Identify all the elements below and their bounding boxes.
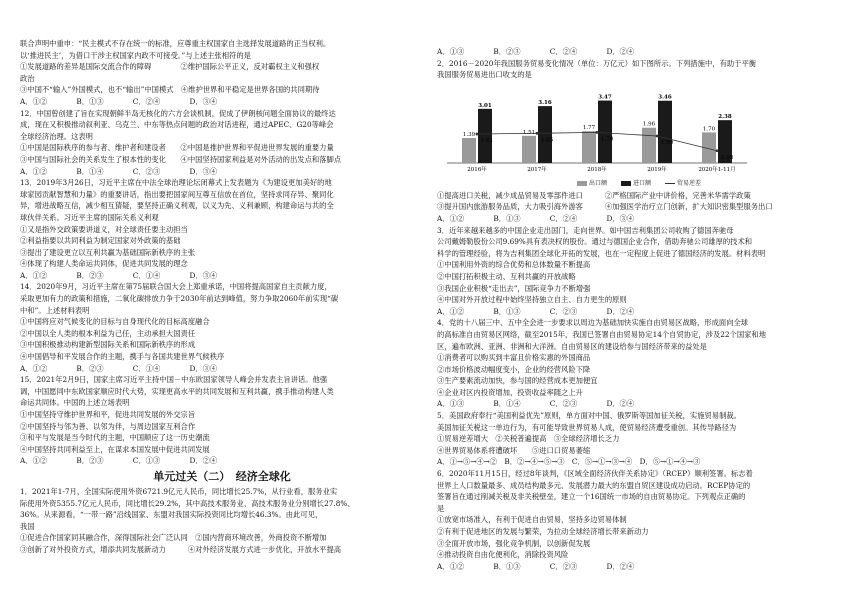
label-deficit: 0.68 <box>721 154 734 161</box>
label-import: 3.16 <box>538 99 552 106</box>
right-column <box>437 46 841 572</box>
text-line: 14．2020年9月，习近平主席在第75届联合国大会上郑重承诺，中国将提高国家自主贡献力度， <box>20 282 332 292</box>
text-line: 6．2020年11月15日，经过8年谈判，《区域全面经济伙伴关系协定》（RCEP）顺利签署。标志着 <box>437 469 753 479</box>
bar-export <box>642 128 656 163</box>
text-line: 联合声明中重申：“民主模式不存在统一的标准，应尊重主权国家自主选择发展道路的正当权利。 <box>20 39 331 48</box>
text-line: ③生产要素流动加快，参与国的经营成本更加便宜 <box>437 376 598 386</box>
text-line: 球家园贡献智慧和力量》的重要讲话，指出要把国家间互尊互信放在首位，坚持求同存异、聚同化 <box>20 189 334 199</box>
text-line: A．①② B．①④ C．②③ D．③④ <box>20 166 218 176</box>
text-line: 美国加征关税这一单边行为，有可能导致世界贸易人成，使贸易经济遭受重创。其传导路径为 <box>437 422 737 432</box>
text-line: 政治 <box>20 73 35 83</box>
deficit-point <box>476 132 479 135</box>
text-line: ①放宽市场准入，有利于促进自由贸易，坚持多边贸易体制 <box>437 515 627 525</box>
text-line: 全球经济治理。这表明 <box>20 131 93 141</box>
text-line: ③中国与国际社会的关系发生了根本性的变化 ④中国坚持国家利益是对外活动的出发点和落脚点 <box>20 154 342 164</box>
deficit-point <box>536 132 539 135</box>
category-label: 2018年 <box>587 166 607 173</box>
bar-export <box>522 136 536 163</box>
text-line: ③创新了对外投资方式，增添共同发展新动力 ④对外经济发展方式进一步优化，开放水平提高 <box>20 544 342 554</box>
label-import: 3.47 <box>598 94 612 101</box>
text-line: 异，增进战略互信，减少相互猜疑，要坚持正确义利观，以义为先、义利兼顾，构建命运与共的全 <box>20 201 334 211</box>
deficit-point <box>656 134 659 137</box>
text-line: ②中国坚持与邻为善、以邻为伴，与周边国家互利合作 <box>20 421 196 431</box>
text-line: 13．2019年3月26日，习近平主席在中法全球治理论坛闭幕式上发表题为《为建设更加美好的地 <box>20 178 332 188</box>
legend-import: 进口额 <box>621 178 651 190</box>
text-line: A．①② B．①③ C．②④ D．③④ <box>437 213 635 223</box>
label-deficit: 1.65 <box>541 137 554 144</box>
label-export: 1.77 <box>582 124 596 131</box>
legend-export: 出口额 <box>577 178 607 190</box>
text-line: ②中国打拓积极主动、互利共赢的开放战略 <box>437 271 576 281</box>
label-import: 3.46 <box>658 94 672 101</box>
text-line: 4．党的十八届三中、五中全会进一步要求以周边为基础加快实施自由贸易区战略，形成面向全球 <box>437 318 749 328</box>
trade-chart <box>437 83 841 188</box>
text-line: A．①② B．②③ C．①③ D．②④ <box>20 456 218 466</box>
category-label: 2017年 <box>527 166 547 173</box>
text-line: ①中国将应对气候变化的目标与自身现代化的目标高度融合 <box>20 317 210 327</box>
text-line: A．①② B．②③ C．①④ D．③④ <box>20 363 218 373</box>
text-line: ③和平与发展是当今时代的主题，中国顺应了这一历史潮流 <box>20 433 210 443</box>
label-export: 1.96 <box>642 121 656 128</box>
text-line: 我国 <box>20 521 35 531</box>
label-deficit: 1.61 <box>481 137 494 144</box>
text-line: A．①② B．①③ C．②③ D．②④ <box>437 306 635 316</box>
deficit-point <box>596 131 599 134</box>
bar-import <box>478 109 492 163</box>
chart-legend <box>577 178 701 190</box>
text-line: ④推动投资自由化便利化，消除投资风险 <box>437 550 569 560</box>
text-line: ④中国坚持共同利益至上，在谋求本国发展中促进共同发展 <box>20 444 210 454</box>
text-line: ③全面开放市场，强化竞争机制，以创新促发展 <box>437 538 591 548</box>
text-line: ①又是指外交政策要讲道义，对全球责任要主动担当 <box>20 224 188 234</box>
bar-import <box>658 101 672 163</box>
text-line: ④企业对区内投资增加，投资收益率随之上升 <box>437 387 583 397</box>
text-line: 我国服务贸易进出口收支的是 <box>437 70 532 80</box>
label-import: 2.38 <box>718 113 732 120</box>
text-line: 际使用外资5355.7亿元人民币，同比增长29.2%，其中高技术服务业、高技术服务业分别增长27.8%、 <box>20 498 355 508</box>
text-line: 世界上人口数量最多、成员结构最多元、发展潜力最大的东盟自贸区建设成功启动。RCEP协定的 <box>437 480 751 490</box>
text-line: ③中国积极推动构建新型国际关系和国际新秩序的形成 <box>20 340 196 350</box>
text-line: 区，遍布欧洲、亚洲、非洲和大洋洲。自由贸易区的建设给参与国经济带来的益处是 <box>437 341 707 351</box>
text-line: ②利益指要以共同利益为制定国家对外政策的基础 <box>20 236 181 246</box>
trade-chart-svg <box>437 83 841 178</box>
text-line: 公司戴姆勒股份公司9.69%具有表决权的股份。通过与德国企业合作，借助奔驰公司雄厚的技术和 <box>437 237 753 247</box>
text-line: 3．近年来越来越多的中国企业走出国门，走向世界。如中国吉利集团公司收购了德国奔驰母 <box>437 225 734 235</box>
text-line: ①消费者可以购买到丰富且价格实惠的外国商品 <box>437 353 591 363</box>
text-line: 成，现在又积极推动叙利亚、乌克兰、中东等热点问题的政治对话进程，通过APEC、G20等峰会 <box>20 120 334 130</box>
category-label: 2020年1-11月 <box>698 166 736 173</box>
legend-deficit: 贸易逆差 <box>665 178 701 190</box>
text-line: ①贸易逆差增大 ②关税普遍提高 ③全球经济增长乏力 <box>437 434 620 444</box>
text-line: A．①② B．②③ C．①④ D．③④ <box>20 270 218 280</box>
category-label: 2019年 <box>647 166 667 173</box>
text-line: 中和”。上述材料表明 <box>20 305 90 315</box>
text-line: 的高标准自由贸易区网络，截至2015年，我国已签署自由贸易协定14个自贸协定，涉及22个国家和地 <box>437 329 767 339</box>
text-line: ①中国坚持守维护世界和平，促进共同发展的外交宗旨 <box>20 410 196 419</box>
text-line: A．①② B．①③ C．②③ D．②④ <box>437 561 635 571</box>
text-line: A．①→⑤→④→② B．②→④→⑤→③ C．⑤→①→③→④ D．⑤→①→④→③ <box>437 457 701 467</box>
label-export: 1.39 <box>462 131 476 138</box>
text-line: A．①③ B．①④ C．②③ D．②④ <box>437 399 635 409</box>
text-line: 以‘推进民主’，为借口干涉主权国家内政不可接受。”与上述主张相符的是 <box>20 50 251 60</box>
bar-import <box>538 106 552 163</box>
bar-import <box>598 100 612 162</box>
text-line: 命运共同体。中国的上述立场表明 <box>20 398 130 408</box>
deficit-point <box>716 149 719 152</box>
text-line: ②市场价格波动幅度变小，企业的经营风险下降 <box>437 364 591 374</box>
label-export: 1.70 <box>702 126 716 133</box>
label-import: 3.01 <box>478 102 492 109</box>
text-line: 15．2021年2月9日，国家主席习近平主持中国－中东欧国家领导人峰会并发表主旨讲话。他强 <box>20 375 328 385</box>
unit-title: 单元过关（二） 经济全球化 <box>153 469 291 483</box>
text-line: ①发展道路的差异是国际交流合作的障碍 ②维护国际公平正义，反对霸权主义和强权 <box>20 62 320 72</box>
text-line: 5．美国政府奉行“美国利益优先”原则，单方面对中国、俄罗斯等国加征关税，实施贸易制裁。 <box>437 411 741 421</box>
text-line: ①中国是国际秩序的参与者、维护者和建设者 ②中国是推护世界和平促进世界发展的重要力量 <box>20 143 334 153</box>
label-deficit: 1.50 <box>661 139 674 146</box>
text-line: ②中国以全人类的根本利益为己任，主动承担大国责任 <box>20 328 196 338</box>
text-line: 签署旨在通过削减关税及非关税壁垒，建立一个16国统一市场的自由贸易协定。下列观点正确的 <box>437 492 746 502</box>
label-deficit: 1.70 <box>601 136 614 143</box>
text-line: 科学的管理经验，将为吉利集团全球化开拓的发展，也在一定程度上促进了德国经济的发展。材料表明 <box>437 248 766 258</box>
text-line: A．①③ B．②③ C．②④ D．②④ <box>437 47 635 56</box>
text-line: ②有利于促进地区的发展与繁荣，为拉动全球经济增长带来新动力 <box>437 527 649 536</box>
text-line: ③中国不“输入”外国模式，也不“输出”中国模式 ④维护世界和平稳定是世界各国的共同期待 <box>20 85 320 95</box>
text-line: 调，中国愿同中东欧国家顺应时代大势，实现更高水平的共同发展和互利共赢，携手推动构建人类 <box>20 386 334 396</box>
text-line: 36%。从来源看，“一带一路”沿线国家、东盟对我国实际投资同比均增长46.3%。由此可见， <box>20 510 323 520</box>
bar-export <box>462 138 476 163</box>
text-line: A．①② B．①③ C．②④ D．③④ <box>20 96 218 106</box>
category-label: 2016年 <box>467 166 487 173</box>
text-line: ③提出了建设更立以互利共赢为基础国际新秩序的主张 <box>20 247 196 257</box>
text-line: 是 <box>437 503 445 513</box>
text-line: ④中国倡导和平发展合作的主题，携手与各国共建世界气候秩序 <box>20 352 225 362</box>
text-line: 1．2021年1-7月，全国实际使用外资6721.9亿元人民币，同比增长25.7%，从行业看，服务业实 <box>20 486 338 496</box>
text-line: ①促进合作国家同其融合作，深得国际社会广泛认同 ②国内营商环境改善，外商投资不断增加 <box>20 533 327 543</box>
text-line: 采取更加有力的政策和措施，二氧化碳排放力争于2030年前达到峰值，努力争取2060年前实现“碳 <box>20 294 339 304</box>
label-export: 1.51 <box>522 129 536 136</box>
text-line: ①中国利用外资的综合优势和总体数量不断提高 <box>437 260 591 270</box>
bar-export <box>582 131 596 163</box>
text-line: 球伙伴关系。习近平主席的国际关系义利观 <box>20 212 159 222</box>
text-line: ④世界贸易体系将遭破坏 ⑤进口口贸易萎缩 <box>437 445 591 455</box>
left-column <box>20 38 424 556</box>
text-line: ①提高进口关税，减少成品贸易及零部件进口 ②严格国际产业中讲价格，完善米华需学政策 <box>437 190 751 200</box>
text-line: ④体现了构建人类命运共同体，促进共同发展的理念 <box>20 259 188 269</box>
text-line: 12．中国曾创建了旨在实现朝鲜半岛无核化的六方会谈机制，促成了伊朗核问题全面协议的最终达 <box>20 108 336 118</box>
text-line: 2．2016－2020年我国服务贸易变化情况（单位：万亿元）如下图所示。下列措施中，有助于平衡 <box>437 58 757 68</box>
text-line: ③我国企业积极“走出去”，国际竞争力不断增强 <box>437 283 591 293</box>
text-line: ③提升国内旅游服务品质，大力吸引海外游客 ④加强医学治疗立门创新，扩大知识密集型服务出口 <box>437 202 773 212</box>
text-line: ④中国对外开放过程中始终坚持独立自主、自力更生的原则 <box>437 295 627 305</box>
